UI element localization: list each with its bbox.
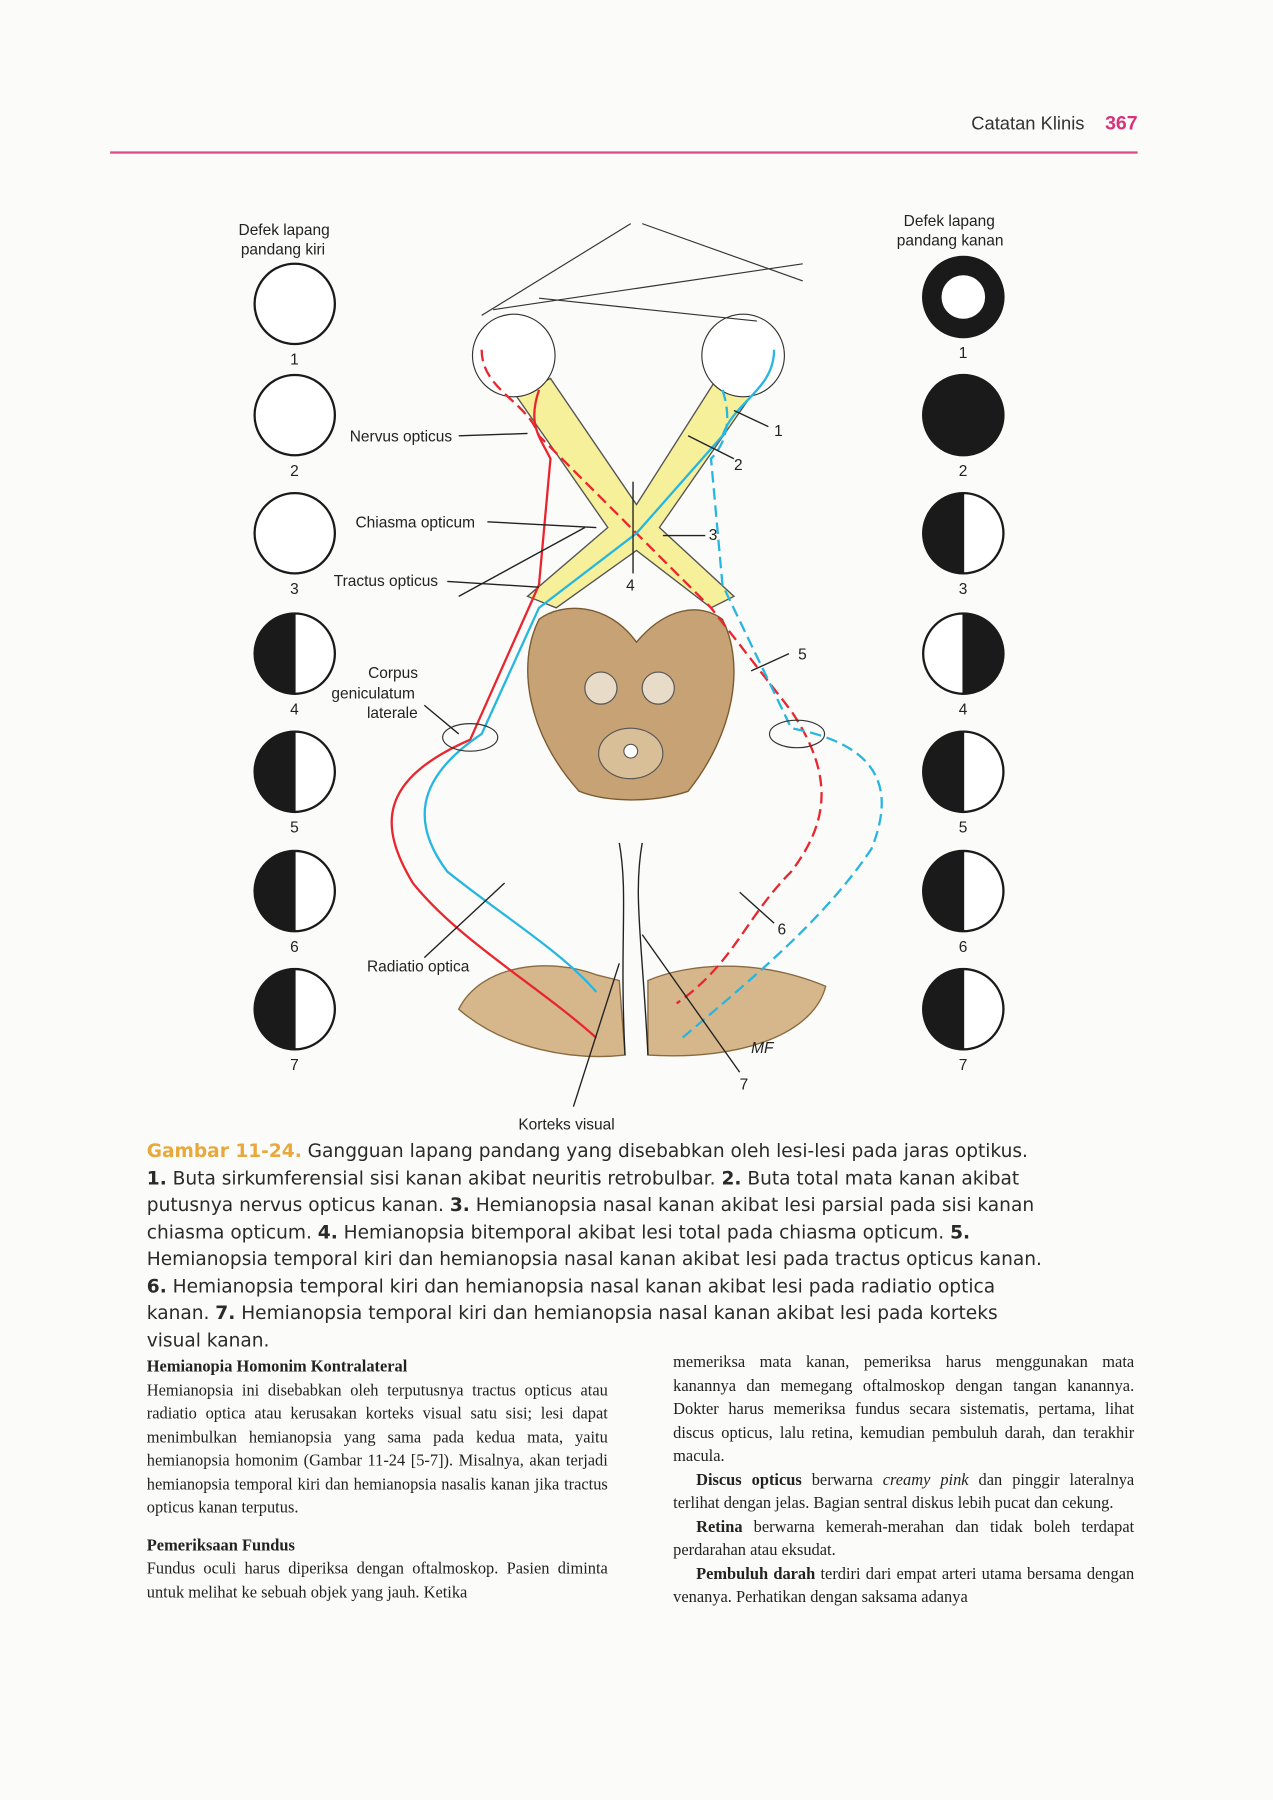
heading-fundus: Pemeriksaan Fundus — [146, 1536, 295, 1555]
caption-intro: Gangguan lapang pandang yang disebabkan oleh lesi-lesi pada jaras optikus. — [301, 1139, 1028, 1162]
left-visual-field-7 — [255, 969, 335, 1074]
label-radiatio-optica: Radiatio optica — [366, 958, 470, 976]
right-field-title-2: pandang kanan — [896, 232, 1004, 250]
label-corpus-2: geniculatum — [331, 685, 415, 703]
caption-item-text: Buta total mata kanan akibat putusnya nervus opticus kanan. — [146, 1166, 1020, 1216]
lesion-7: 7 — [739, 1076, 749, 1094]
left-visual-field-6 — [255, 851, 335, 956]
right-visual-field-6 — [923, 851, 1003, 956]
term-creamy-pink: creamy pink — [882, 1470, 969, 1490]
left-field-title-1: Defek lapang — [238, 222, 330, 240]
section-title: Catatan Klinis — [971, 114, 1085, 135]
field-number: 7 — [958, 1056, 968, 1074]
right-field-title-1: Defek lapang — [903, 212, 995, 230]
figure-number: Gambar 11-24. — [146, 1139, 302, 1162]
label-korteks-visual: Korteks visual — [518, 1116, 615, 1134]
field-number: 1 — [958, 344, 968, 362]
left-visual-field-2 — [255, 375, 335, 480]
left-visual-field-3 — [255, 493, 335, 598]
text: berwarna kemerah-merahan dan tidak boleh terdapat perdarahan atau eksudat. — [673, 1517, 1135, 1560]
field-number: 4 — [290, 701, 299, 719]
occipital-lobe-left — [459, 966, 625, 1057]
field-number: 5 — [958, 819, 968, 837]
right-visual-field-2 — [923, 375, 1003, 480]
left-visual-field-5 — [255, 732, 335, 837]
term-retina: Retina — [696, 1517, 743, 1537]
field-number: 7 — [290, 1056, 299, 1074]
text: berwarna — [801, 1470, 883, 1490]
paragraph-continued: memeriksa mata kanan, pemeriksa harus menggunakan mata kanannya dan memegang oftalmoskop dengan tangan kanannya. Dokter harus memeriksa fundus secara sistematis, pertama, lihat discus opticus, lalu retina, kemudian pembuluh darah, dan terakhir macula. — [673, 1353, 1135, 1466]
right-visual-field-4 — [923, 614, 1003, 719]
field-number: 1 — [290, 351, 299, 369]
field-number: 5 — [290, 819, 299, 837]
label-corpus-3: laterale — [366, 704, 418, 722]
term-pembuluh: Pembuluh darah — [696, 1564, 816, 1584]
figure-caption — [147, 1138, 1053, 1354]
field-number: 6 — [958, 938, 968, 956]
lesion-3: 3 — [708, 527, 718, 545]
left-visual-field-4 — [255, 614, 335, 719]
caption-item-number: 7. — [215, 1301, 236, 1324]
left-field-title-2: pandang kiri — [240, 241, 326, 259]
lesion-5: 5 — [798, 646, 807, 664]
field-number: 3 — [958, 581, 968, 599]
text: dan pinggir lateralnya terlihat dengan jelas. Bagian sentral diskus lebih pucat dan cekung. — [673, 1470, 1135, 1513]
term-discus: Discus opticus — [696, 1470, 802, 1490]
paragraph-discus — [673, 1468, 1134, 1515]
heading-hemianopia: Hemianopia Homonim Kontralateral — [146, 1357, 408, 1377]
caption-item-number: 1. — [146, 1166, 167, 1189]
right-visual-field-1 — [923, 257, 1003, 362]
field-number: 3 — [290, 581, 299, 599]
lesion-1: 1 — [774, 422, 783, 440]
label-tractus-opticus: Tractus opticus — [333, 573, 439, 591]
lesion-4: 4 — [626, 577, 635, 595]
lesion-2: 2 — [733, 457, 743, 475]
left-visual-field-1 — [255, 264, 335, 369]
page-number: 367 — [1105, 112, 1138, 135]
right-eye — [702, 314, 785, 397]
right-visual-field-5 — [923, 732, 1003, 837]
label-corpus-1: Corpus — [368, 664, 418, 682]
caption-item-number: 6. — [146, 1274, 167, 1297]
body-column-left — [147, 1356, 608, 1605]
field-number: 4 — [958, 701, 968, 719]
body-column-right — [673, 1351, 1134, 1610]
left-eye — [472, 314, 555, 397]
paragraph-retina — [673, 1515, 1134, 1562]
text: terdiri dari empat arteri utama bersama dengan venanya. Perhatikan dengan saksama adanya — [673, 1564, 1135, 1607]
lesion-6: 6 — [777, 921, 787, 939]
caption-item-number: 3. — [449, 1193, 470, 1216]
paragraph-hemianopia: Hemianopsia ini disebabkan oleh terputusnya tractus opticus atau radiatio optica atau kerusakan korteks visual satu sisi; lesi dapat menimbulkan hemianopsia yang sama pada kedua mata, yaitu hemianopsia homonim (Gambar 11-24 [5-7]). Misalnya, akan terjadi hemianopsia temporal kiri dan hemianopsia nasalis kanan jika tractus opticus kanan terputus. — [146, 1381, 608, 1518]
caption-item-text: Hemianopsia nasal kanan akibat lesi parsial pada sisi kanan chiasma opticum. — [146, 1193, 1035, 1243]
caption-item-number: 5. — [950, 1220, 971, 1243]
paragraph-pembuluh — [673, 1563, 1134, 1610]
caption-item-text: Buta sirkumferensial sisi kanan akibat neuritis retrobulbar. — [166, 1166, 722, 1189]
caption-item-text: Hemianopsia bitemporal akibat lesi total pada chiasma opticum. — [337, 1220, 951, 1243]
label-chiasma-opticum: Chiasma opticum — [355, 514, 476, 532]
right-visual-field-7 — [923, 969, 1003, 1074]
right-visual-field-3 — [923, 493, 1003, 598]
label-nervus-opticus: Nervus opticus — [349, 428, 453, 446]
caption-item-number: 4. — [317, 1220, 338, 1243]
caption-item-text: Hemianopsia temporal kiri dan hemianopsia nasal kanan akibat lesi pada korteks visual kanan. — [146, 1301, 998, 1351]
paragraph-fundus: Fundus oculi harus diperiksa dengan oftalmoskop. Pasien diminta untuk melihat ke sebuah objek yang jauh. Ketika — [146, 1559, 608, 1602]
caption-item-number: 2. — [721, 1166, 742, 1189]
signature: MF — [751, 1039, 774, 1057]
falx-line — [619, 843, 648, 1055]
field-number: 2 — [958, 462, 968, 480]
caption-item-text: Hemianopsia temporal kiri dan hemianopsia nasal kanan akibat lesi pada radiatio optica kanan. — [146, 1274, 996, 1324]
field-number: 2 — [290, 462, 299, 480]
field-number: 6 — [290, 938, 299, 956]
caption-item-text: Hemianopsia temporal kiri dan hemianopsia nasal kanan akibat lesi pada tractus opticus kanan. — [146, 1247, 1042, 1270]
